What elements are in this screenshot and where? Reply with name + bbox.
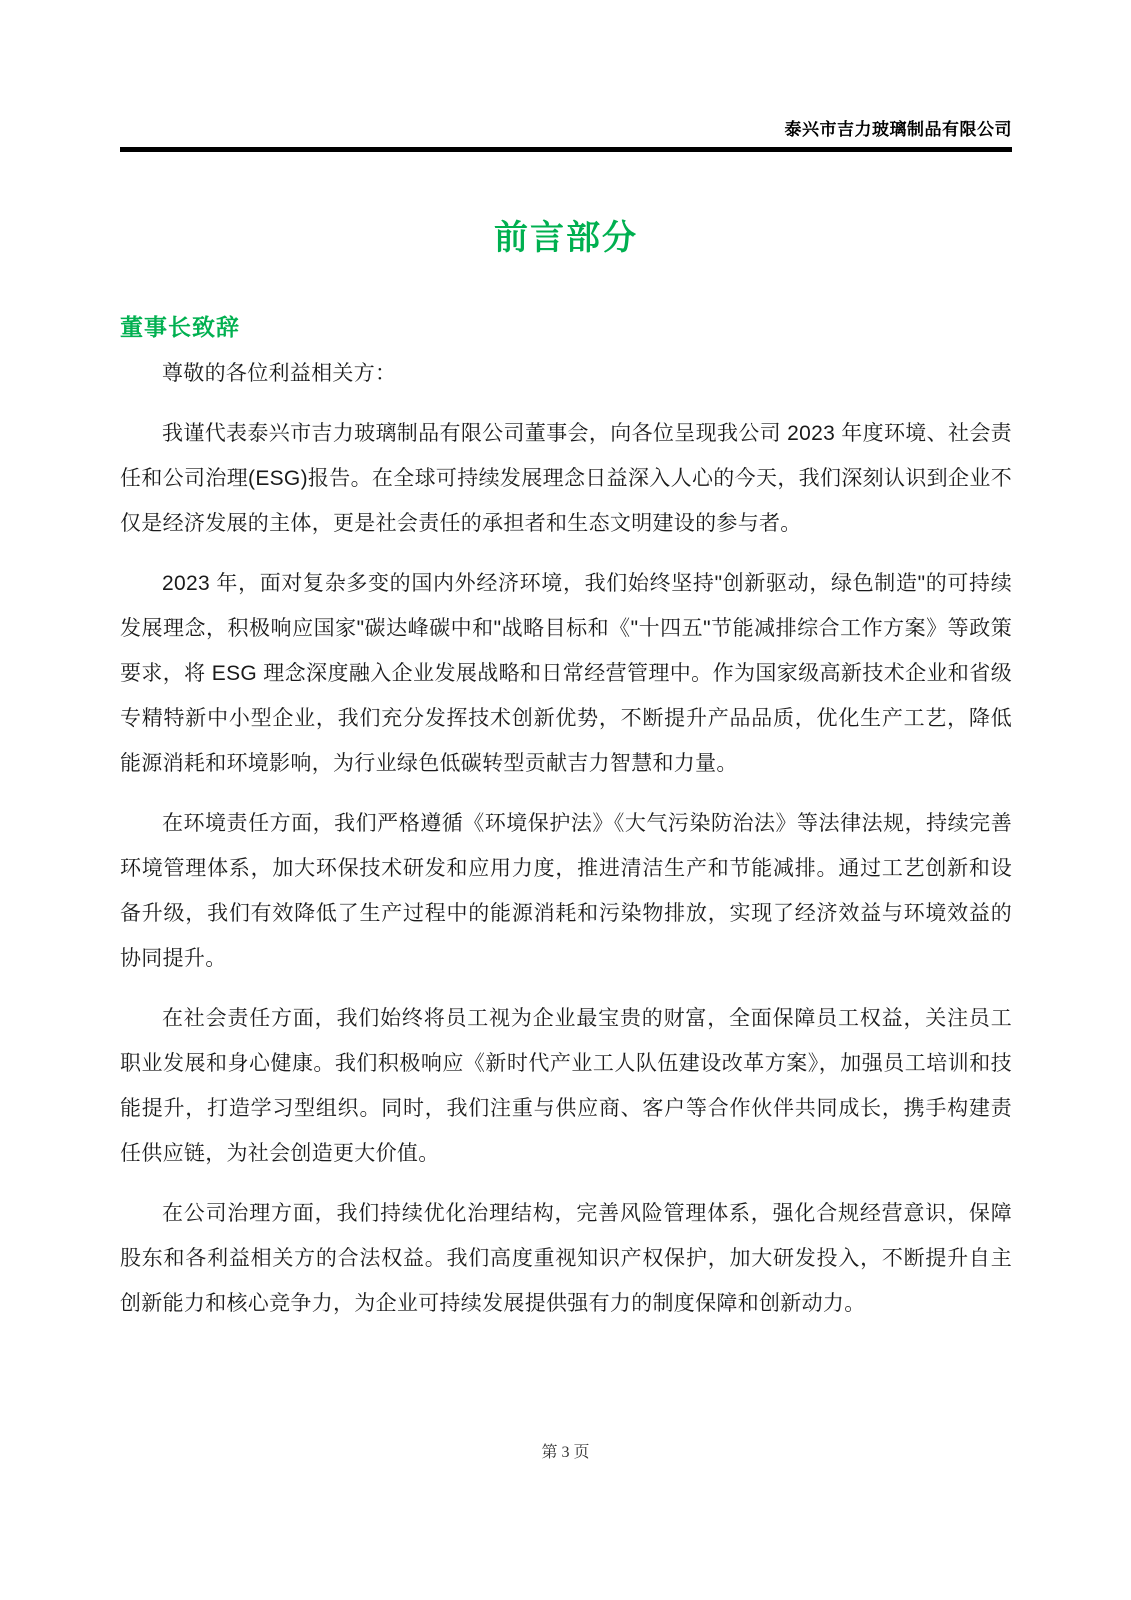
page-title: 前言部分 — [494, 219, 638, 258]
page-footer — [0, 1439, 1131, 1462]
paragraph-social-responsibility: 在社会责任方面，我们始终将员工视为企业最宝贵的财富，全面保障员工权益，关注员工职业发展和身心健康。我们积极响应《新时代产业工人队伍建设改革方案》，加强员工培训和技能提升，打造学习型组织。同时，我们注重与供应商、客户等合作伙伴共同成长，携手构建责任供应链，为社会创造更大价值。 — [120, 1007, 1012, 1166]
header-company-name: 泰兴市吉力玻璃制品有限公司 — [784, 120, 1012, 139]
paragraph-intro: 我谨代表泰兴市吉力玻璃制品有限公司董事会，向各位呈现我公司 2023 年度环境、社会责任和公司治理(ESG)报告。在全球可持续发展理念日益深入人心的今天，我们深刻认识到企业不仅是经济发展的主体，更是社会责任的承担者和生态文明建设的参与者。 — [120, 422, 1012, 536]
header-divider-rule — [120, 147, 1012, 152]
paragraph-strategy-2023: 2023 年，面对复杂多变的国内外经济环境，我们始终坚持"创新驱动，绿色制造"的可持续发展理念，积极响应国家"碳达峰碳中和"战略目标和《"十四五"节能减排综合工作方案》等政策要求，将 ESG 理念深度融入企业发展战略和日常经营管理中。作为国家级高新技术企业和省级专精特新中小型企业，我们充分发挥技术创新优势，不断提升产品品质，优化生产工艺，降低能源消耗和环境影响，为行业绿色低碳转型贡献吉力智慧和力量。 — [120, 572, 1012, 776]
section-heading-chairman-address: 董事长致辞 — [120, 314, 240, 341]
paragraph-corporate-governance: 在公司治理方面，我们持续优化治理结构，完善风险管理体系，强化合规经营意识，保障股东和各利益相关方的合法权益。我们高度重视知识产权保护，加大研发投入，不断提升自主创新能力和核心竞争力，为企业可持续发展提供强有力的制度保障和创新动力。 — [120, 1202, 1012, 1316]
paragraph-environmental-responsibility: 在环境责任方面，我们严格遵循《环境保护法》《大气污染防治法》等法律法规，持续完善环境管理体系，加大环保技术研发和应用力度，推进清洁生产和节能减排。通过工艺创新和设备升级，我们有效降低了生产过程中的能源消耗和污染物排放，实现了经济效益与环境效益的协同提升。 — [120, 812, 1012, 971]
page-header — [120, 0, 1012, 152]
paragraph-salutation: 尊敬的各位利益相关方： — [162, 362, 397, 386]
page-number: 第 3 页 — [541, 1444, 590, 1461]
page-content — [120, 0, 1012, 1326]
body-text — [120, 351, 1012, 1326]
